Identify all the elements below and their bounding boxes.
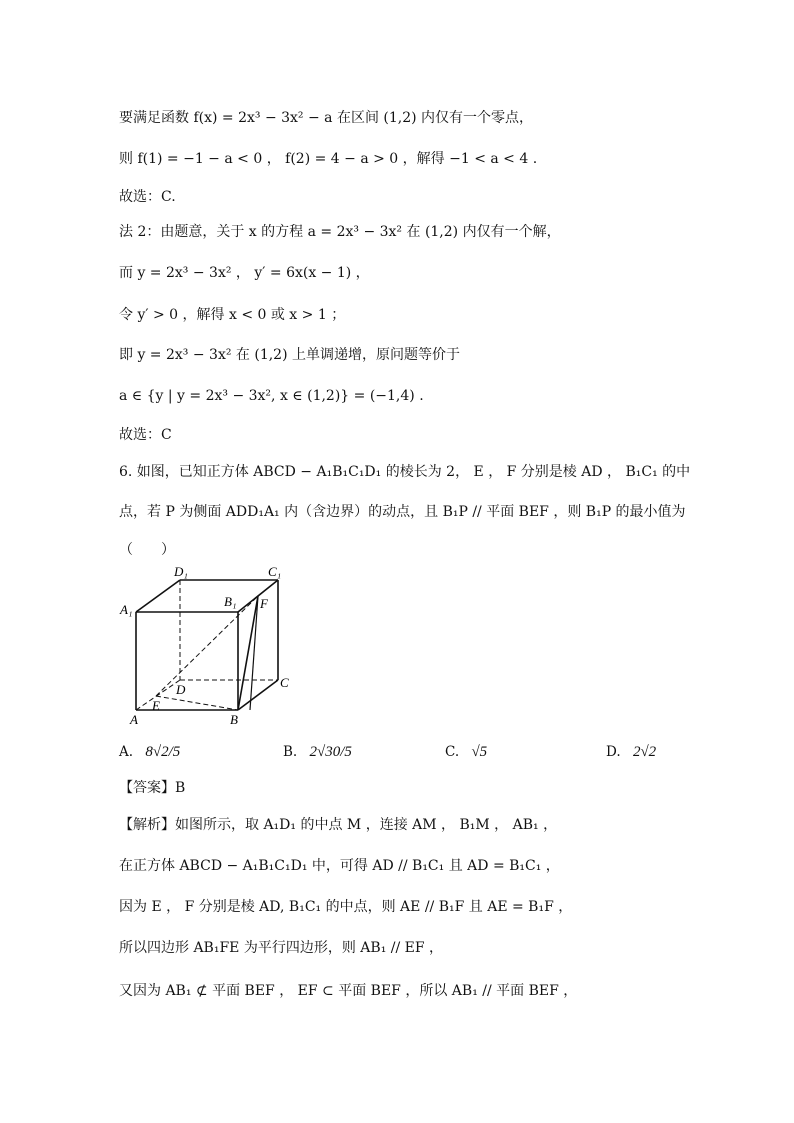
text-line-2: 则 f(1) = −1 − a < 0 ， f(2) = 4 − a > 0 ，解得 −1 < a < 4 . (119, 151, 538, 167)
analysis-line-1: 【解析】如图所示，取 A₁D₁ 的中点 M ，连接 AM ， B₁M ， AB₁ ， (119, 817, 558, 833)
text-line-9: 故选：C (119, 427, 172, 443)
label-D1: D₁ (174, 564, 188, 579)
label-F: F (260, 596, 268, 611)
cube-figure (110, 560, 310, 730)
analysis-line-4: 所以四边形 AB₁FE 为平行四边形，则 AB₁ // EF ， (119, 940, 444, 956)
question-6-line-2: 点，若 P 为侧面 ADD₁A₁ 内（含边界）的动点，且 B₁P // 平面 BEF ，则 B₁P 的最小值为 (119, 504, 686, 520)
question-6-blank: （ ） (119, 542, 175, 558)
option-c (445, 742, 487, 762)
option-d (606, 742, 656, 762)
label-E: E (152, 698, 160, 713)
option-c-letter: C. (445, 744, 460, 760)
answer-line: 【答案】B (119, 780, 186, 796)
option-d-letter: D. (606, 744, 621, 760)
text-line-5: 而 y = 2x³ − 3x² ， y′ = 6x(x − 1) ， (119, 265, 370, 281)
label-C1: C₁ (268, 564, 282, 579)
text-line-8: a ∈ {y | y = 2x³ − 3x², x ∈ (1,2)} = (−1,4) . (119, 388, 424, 404)
label-B1: B₁ (224, 594, 237, 609)
option-c-value: √5 (471, 744, 488, 760)
option-a-letter: A. (119, 744, 134, 760)
text-line-7: 即 y = 2x³ − 3x² 在 (1,2) 上单调递增，原问题等价于 (119, 347, 460, 363)
analysis-line-2: 在正方体 ABCD − A₁B₁C₁D₁ 中，可得 AD // B₁C₁ 且 AD = B₁C₁ ， (119, 858, 560, 874)
label-D: D (176, 682, 186, 697)
option-a-value: 8√2/5 (145, 744, 181, 760)
text-line-3: 故选：C. (119, 189, 176, 205)
text-line-1: 要满足函数 f(x) = 2x³ − 3x² − a 在区间 (1,2) 内仅有一个零点， (119, 110, 534, 126)
option-b (283, 742, 352, 762)
option-a (119, 742, 180, 762)
analysis-line-5: 又因为 AB₁ ⊄ 平面 BEF ， EF ⊂ 平面 BEF ，所以 AB₁ // 平面 BEF ， (119, 983, 578, 999)
option-d-value: 2√2 (632, 744, 657, 760)
text-line-6: 令 y′ > 0 ，解得 x < 0 或 x > 1 ； (119, 307, 346, 323)
label-B: B (230, 712, 238, 727)
analysis-line-3: 因为 E ， F 分别是棱 AD, B₁C₁ 的中点，则 AE // B₁F 且 AE = B₁F ， (119, 899, 573, 915)
label-C: C (280, 675, 289, 690)
label-A: A (130, 712, 138, 727)
option-b-letter: B. (283, 744, 298, 760)
text-line-4: 法 2：由题意，关于 x 的方程 a = 2x³ − 3x² 在 (1,2) 内仅有一个解， (119, 224, 561, 240)
label-A1: A₁ (120, 602, 133, 617)
question-6-line-1: 6. 如图，已知正方体 ABCD − A₁B₁C₁D₁ 的棱长为 2， E ， F 分别是棱 AD ， B₁C₁ 的中 (119, 464, 691, 480)
option-b-value: 2√30/5 (309, 744, 352, 760)
